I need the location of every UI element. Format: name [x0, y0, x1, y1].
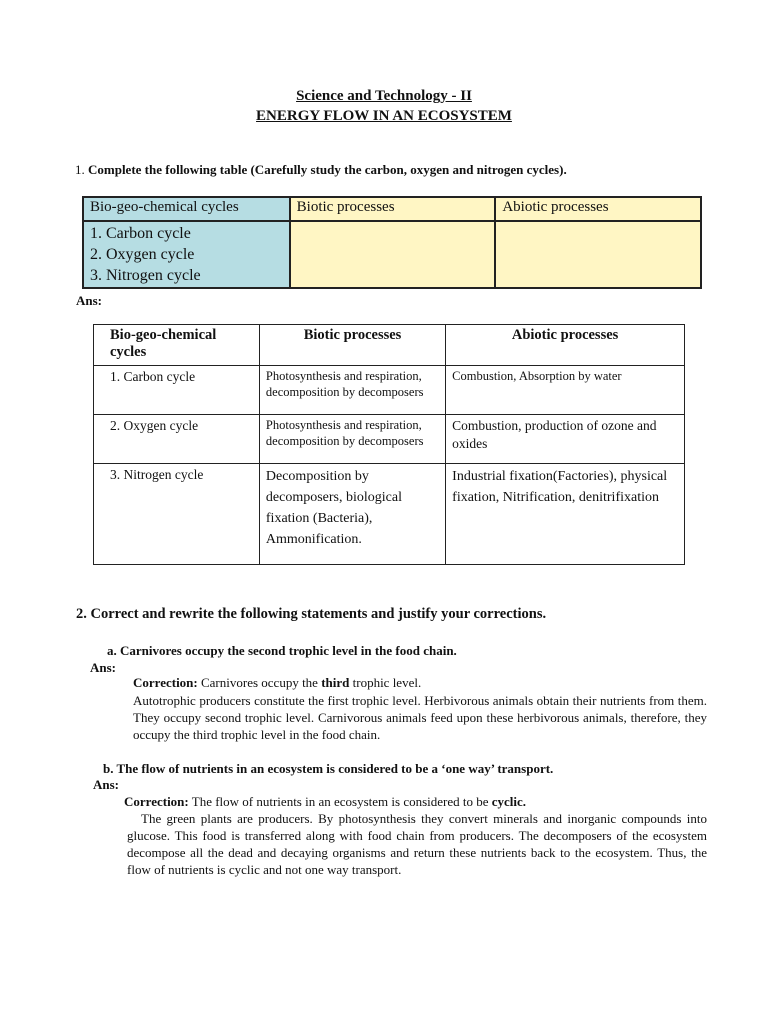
- answer-label-1: Ans:: [76, 293, 103, 308]
- table-row: [94, 464, 685, 565]
- answer-cycle-cell: 2. Oxygen cycle: [94, 415, 260, 464]
- answer-cycle-cell: 3. Nitrogen cycle: [94, 464, 260, 565]
- page-subtitle: ENERGY FLOW IN AN ECOSYSTEM: [256, 108, 512, 124]
- correction-label: Correction:: [133, 675, 198, 690]
- question-1: [75, 162, 567, 178]
- answer-table: [93, 324, 685, 565]
- answer-table-header-biotic: Biotic processes: [259, 325, 445, 366]
- blank-table-cycle-oxygen: 2. Oxygen cycle: [90, 246, 195, 263]
- question-1-text: Complete the following table (Carefully study the carbon, oxygen and nitrogen cycles).: [88, 162, 567, 177]
- blank-table-header-cycles: Bio-geo-chemical cycles: [83, 197, 290, 221]
- blank-table-cycle-nitrogen: 3. Nitrogen cycle: [90, 267, 201, 284]
- correction-label: Correction:: [124, 794, 189, 809]
- correction-b-bold: cyclic.: [491, 794, 527, 809]
- blank-table: [82, 196, 702, 289]
- blank-table-header-biotic: Biotic processes: [290, 197, 496, 221]
- answer-abiotic-cell: Combustion, production of ozone and oxides: [446, 415, 685, 464]
- correction-b-pre: The flow of nutrients in an ecosystem is considered to be: [188, 794, 492, 809]
- blank-table-header-abiotic: Abiotic processes: [495, 197, 701, 221]
- answer-label-a: Ans:: [90, 660, 117, 675]
- explanation-b: The green plants are producers. By photosynthesis they convert minerals and inorganic compounds into glucose. This food is transferred along with food chain from producers. The decomposers of the ecosystem decompose all the dead and decaying organisms and return these nutrients back to the ecosystem. Thus, the flow of nutrients is cyclic and not one way transport.: [127, 811, 707, 877]
- correction-a: [133, 675, 421, 691]
- statement-b: b. The flow of nutrients in an ecosystem is considered to be a ‘one way’ transport.: [103, 761, 554, 776]
- correction-b: [124, 794, 526, 810]
- answer-biotic-cell: Decomposition by decomposers, biological fixation (Bacteria), Ammonification.: [259, 464, 445, 565]
- correction-a-bold: third: [321, 675, 350, 690]
- statement-a: a. Carnivores occupy the second trophic level in the food chain.: [107, 643, 457, 658]
- table-row: [94, 366, 685, 415]
- correction-a-post: trophic level.: [349, 675, 422, 690]
- table-row: [94, 415, 685, 464]
- question-1-number: 1.: [75, 162, 85, 177]
- answer-cycle-cell: 1. Carbon cycle: [94, 366, 260, 415]
- answer-biotic-cell: Photosynthesis and respiration, decomposition by decomposers: [259, 415, 445, 464]
- explanation-a: Autotrophic producers constitute the first trophic level. Herbivorous animals obtain their nutrients from them. They occupy second trophic level. Carnivorous animals feed upon these herbivorous animals, therefore, they occupy the third trophic level in the food chain.: [133, 693, 707, 742]
- answer-abiotic-cell: Combustion, Absorption by water: [446, 366, 685, 415]
- page-title: Science and Technology - II: [296, 88, 472, 104]
- correction-a-pre: Carnivores occupy the: [197, 675, 322, 690]
- answer-table-header-abiotic: Abiotic processes: [446, 325, 685, 366]
- answer-label-b: Ans:: [93, 777, 120, 792]
- blank-table-cycles-cell: [83, 221, 290, 288]
- blank-table-biotic-cell: [290, 221, 496, 288]
- blank-table-cycle-carbon: 1. Carbon cycle: [90, 225, 191, 242]
- answer-abiotic-cell: Industrial fixation(Factories), physical fixation, Nitrification, denitrifixation: [446, 464, 685, 565]
- question-2: 2. Correct and rewrite the following statements and justify your corrections.: [76, 606, 547, 622]
- answer-biotic-cell: Photosynthesis and respiration, decomposition by decomposers: [259, 366, 445, 415]
- answer-table-header-cycles: Bio-geo-chemical cycles: [94, 325, 260, 366]
- blank-table-abiotic-cell: [495, 221, 701, 288]
